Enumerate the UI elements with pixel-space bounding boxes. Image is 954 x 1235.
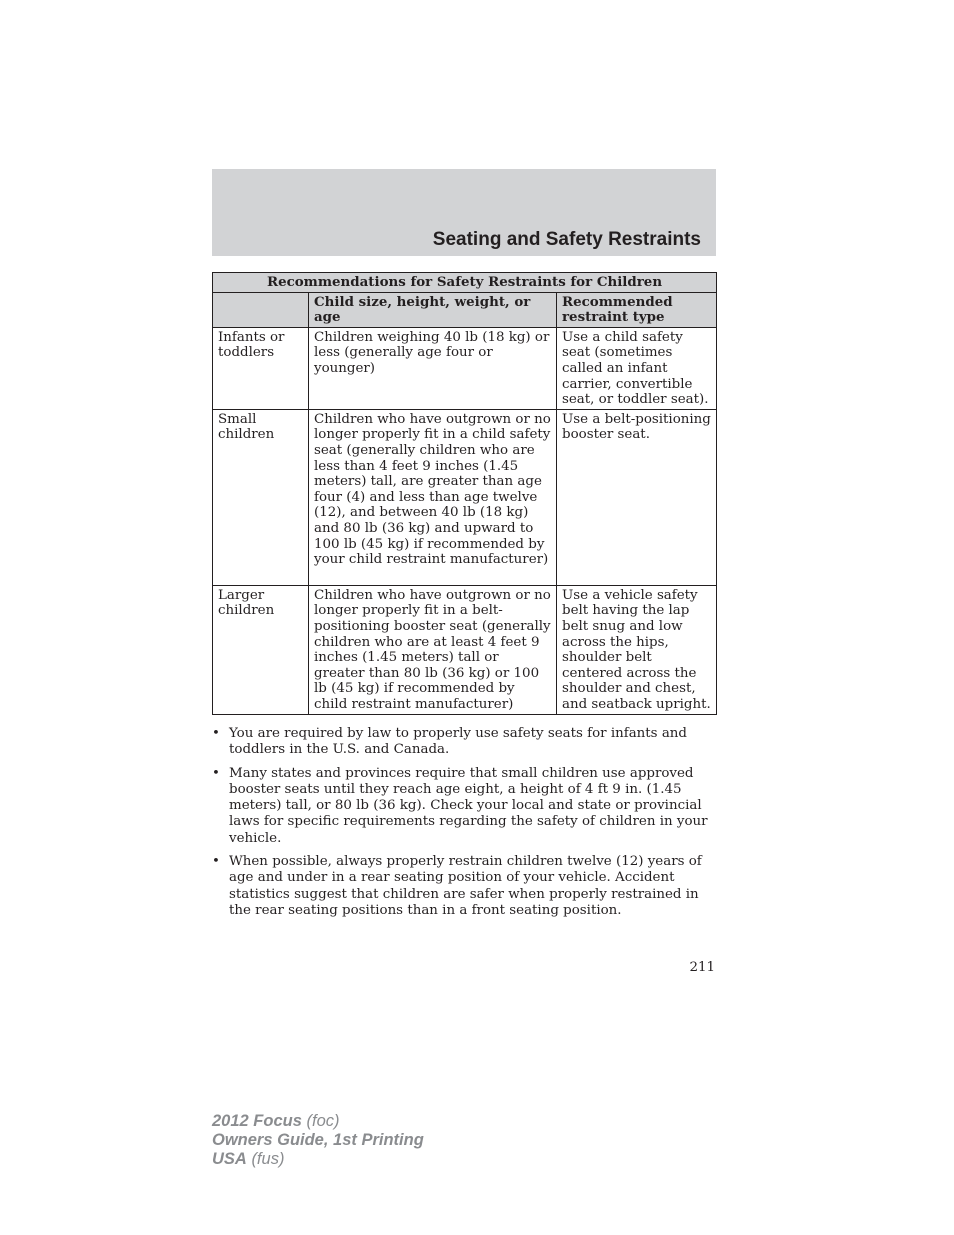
footer-market-code: (fus)	[251, 1150, 285, 1168]
section-title: Seating and Safety Restraints	[432, 229, 701, 250]
table-caption-row	[213, 273, 717, 293]
footer-guide-line	[212, 1131, 424, 1150]
list-item	[212, 726, 712, 759]
row-restraint: Use a child safety seat (sometimes called an infant carrier, convertible seat, or toddler seat).	[557, 327, 717, 409]
row-size: Children weighing 40 lb (18 kg) or less (generally age four or younger)	[309, 327, 557, 409]
child-restraint-table	[212, 272, 717, 715]
footer-market-line	[212, 1150, 424, 1169]
note-text: When possible, always properly restrain children twelve (12) years of age and under in a rear seating position of your vehicle. Accident statistics suggest that children are safer when properly restrained in the rear seating positions than in a front seating position.	[229, 854, 702, 918]
safety-notes-list	[212, 726, 712, 926]
footer-model-code: (foc)	[306, 1112, 340, 1130]
list-item	[212, 766, 712, 847]
row-category: Infants or toddlers	[213, 327, 309, 409]
column-header-size: Child size, height, weight, or age	[309, 292, 557, 327]
footer-guide: Owners Guide, 1st Printing	[212, 1131, 424, 1149]
note-text: You are required by law to properly use safety seats for infants and toddlers in the U.S. and Canada.	[229, 726, 687, 758]
table-row	[213, 327, 717, 409]
column-header-restraint: Recommended restraint type	[557, 292, 717, 327]
footer-model-line	[212, 1112, 424, 1131]
table-header-row	[213, 292, 717, 327]
note-text: Many states and provinces require that small children use approved booster seats until they reach age eight, a height of 4 ft 9 in. (1.45 meters) tall, or 80 lb (36 kg). Check your local and state or provincial laws for specific requirements regarding the safety of children in your vehicle.	[229, 765, 708, 846]
bullet-icon: •	[212, 765, 220, 781]
document-footer	[212, 1112, 424, 1169]
row-size: Children who have outgrown or no longer properly fit in a child safety seat (generally children who are less than 4 feet 9 inches (1.45 meters) tall, are greater than age four (4) and less than age twelve (12), and between 40 lb (18 kg) and 80 lb (36 kg) and upward to 100 lb (45 kg) if recommended by your child restraint manufacturer)	[309, 409, 557, 585]
bullet-icon: •	[212, 854, 220, 870]
footer-market: USA	[212, 1150, 247, 1168]
row-restraint: Use a belt-positioning booster seat.	[557, 409, 717, 585]
row-restraint: Use a vehicle safety belt having the lap belt snug and low across the hips, shoulder belt centered across the shoulder and chest, and seatback upright.	[557, 585, 717, 714]
table-row	[213, 409, 717, 585]
row-category: Small children	[213, 409, 309, 585]
page-number: 211	[689, 960, 715, 975]
column-header-category	[213, 292, 309, 327]
bullet-icon: •	[212, 726, 220, 741]
row-size: Children who have outgrown or no longer properly fit in a belt-positioning booster seat (generally children who are at least 4 feet 9 inches (1.45 meters) tall or greater than 80 lb (36 kg) or 100 lb (45 kg) if recommended by child restraint manufacturer)	[309, 585, 557, 714]
row-category: Larger children	[213, 585, 309, 714]
table-row	[213, 585, 717, 714]
table-caption: Recommendations for Safety Restraints for Children	[213, 273, 717, 293]
footer-model: 2012 Focus	[212, 1112, 302, 1130]
list-item	[212, 854, 712, 919]
section-header-band	[212, 169, 716, 256]
